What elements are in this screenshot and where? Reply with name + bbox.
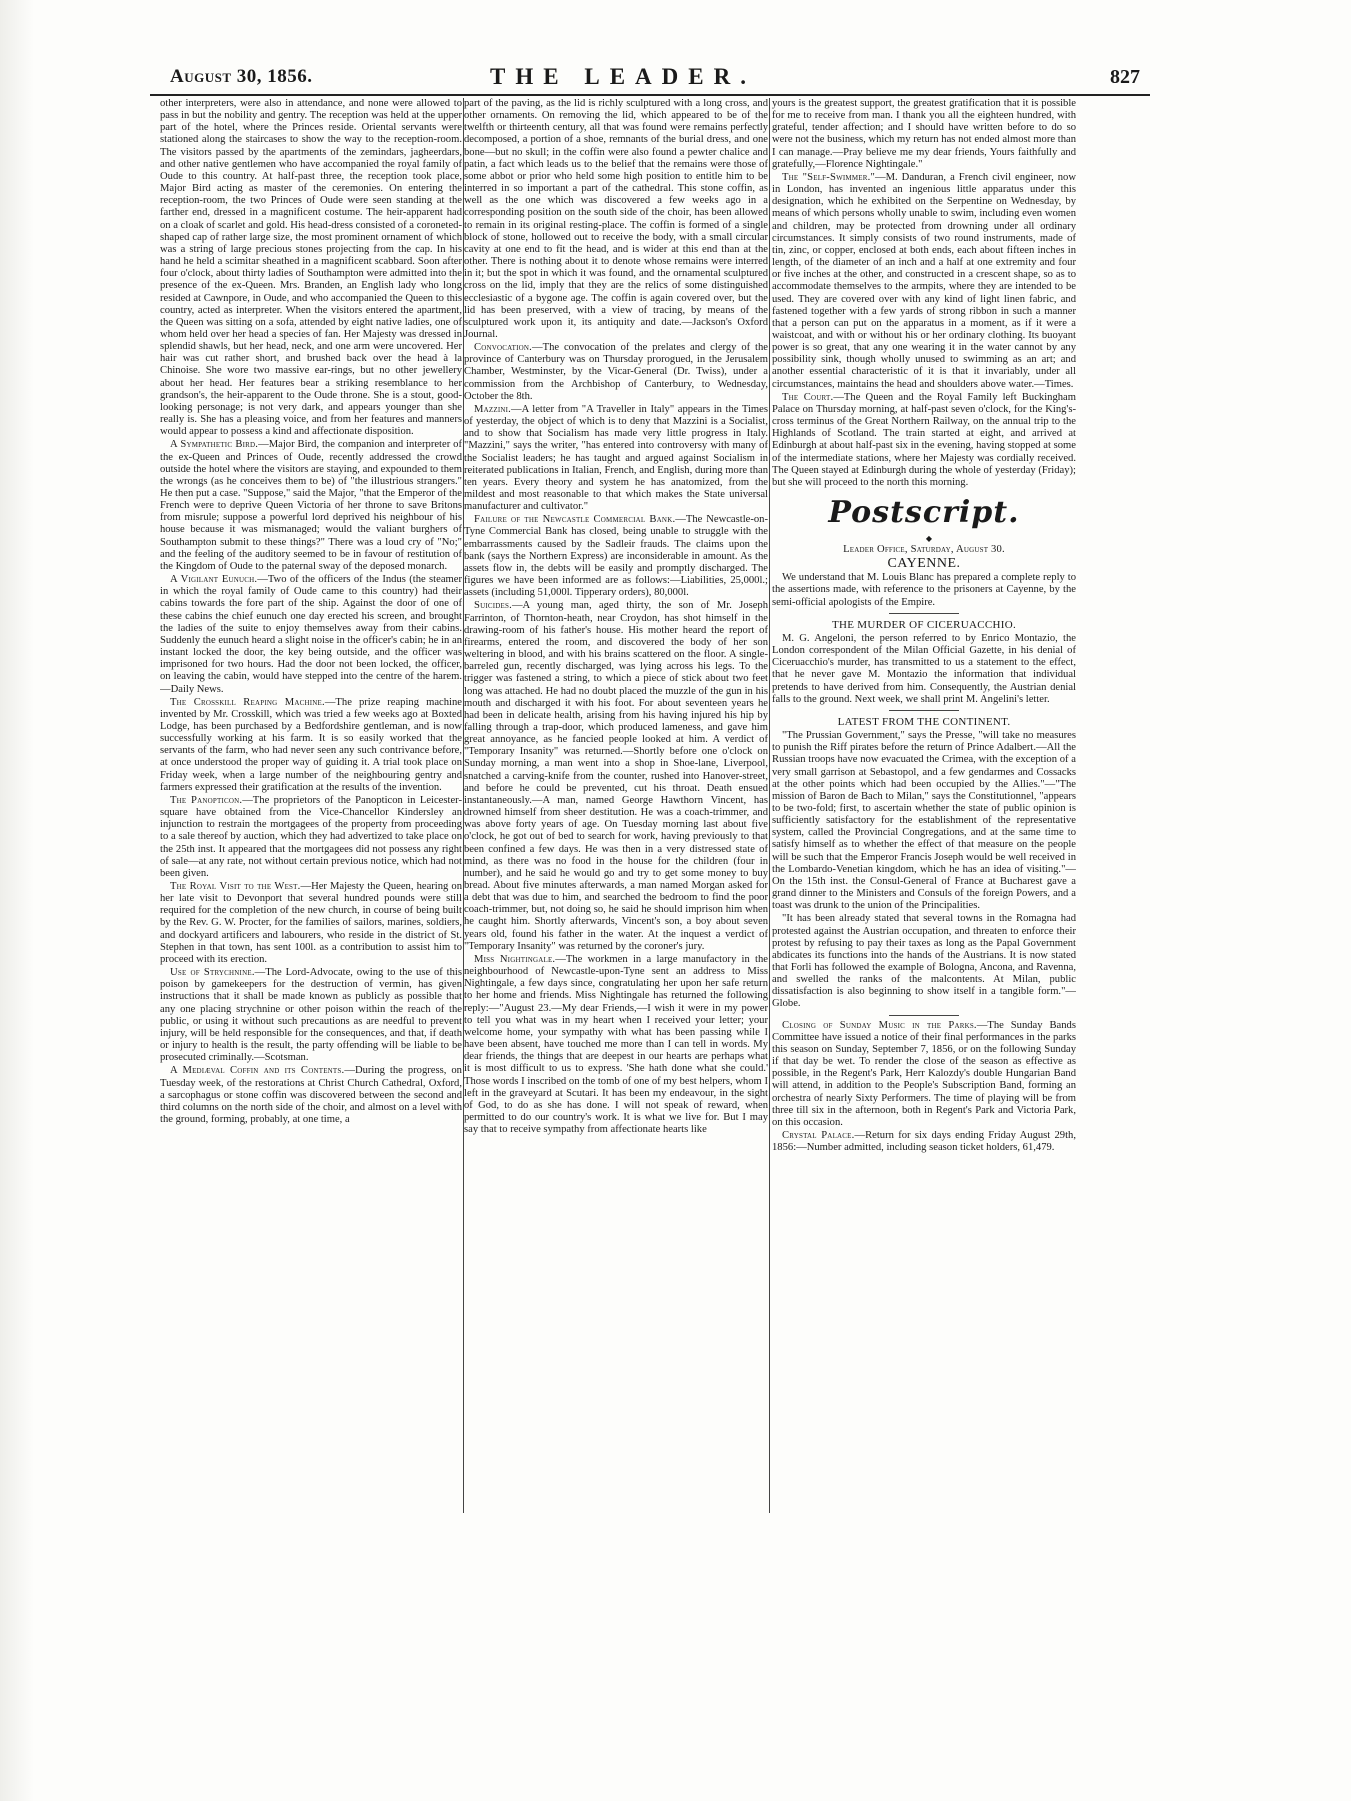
article-heading: The Royal Visit to the West. (170, 881, 301, 892)
column-3 (772, 98, 1076, 1513)
article-heading: Crystal Palace. (782, 1130, 855, 1142)
newspaper-title: THE LEADER. (490, 64, 756, 89)
article-heading: Suicides. (474, 600, 512, 612)
article-paragraph: We understand that M. Louis Blanc has prepared a complete reply to the assertions made, with reference to the prisoners at Cayenne, by the semi-official apologists of the Empire. (772, 572, 1076, 608)
article-heading: Mazzini. (474, 403, 511, 415)
article-body: —The convocation of the prelates and clergy of the province of Canterbury was on Thursday prorogued, in the Jerusalem Chamber, Westminster, by the Vicar-General (Dr. Twiss), under a commission from the Archbishop of Canterbury, to Wednesday, October the 8th. (464, 342, 768, 402)
article-paragraph (160, 439, 462, 573)
article-body: —Two of the officers of the Indus (the steamer in which the royal family of Oude came to this country) had their cabins towards the fore part of the ship. Against the door of one of these cabins the chief eunuch one day erected his screen, and brought the ladies of the suite to enjoy themselves away from their cabins. Suddenly the eunuch heard a slight noise in the officer's cabin; he in an instant locked the door, the key being outside, and the officer was imprisoned for two hours. Had the door not been locked, the officer, on leaving the cabin, would have stepped into the centre of the harem.—Daily News. (160, 574, 462, 695)
article-paragraph: part of the paving, as the lid is richly sculptured with a long cross, and other ornaments. On removing the lid, which appeared to be of the twelfth or thirteenth century, all that was found were remains perfectly decomposed, a portion of a shoe, remnants of the burial dress, and one bone—but no skull; in the coffin were also found a pewter chalice and patin, a fact which leads us to the belief that the remains were those of some abbot or prior who held some high position to entitle him to be interred in so important a part of the cathedral. This stone coffin, as well as the one which was discovered a few weeks ago in a corresponding position on the south side of the choir, has been allowed to remain in its original resting-place. The coffin is formed of a single block of stone, hollowed out to receive the body, with a small circular cavity at one end to fit the head, and is wider at this end than at the other. There is nothing about it to denote whose remains were interred in it; but the spot in which it was found, and the ornamental sculptured cross on the lid, imply that they are the relics of some distinguished ecclesiastic of a bygone age. The coffin is again covered over, but the lid has been preserved, with a view of tracing, by means of the sculptured work upon it, its antiquity and date.—Jackson's Oxford Journal. (464, 98, 768, 340)
article-heading: Use of Strychnine. (170, 967, 255, 979)
article-paragraph: M. G. Angeloni, the person referred to by Enrico Montazio, the London correspondent of the Milan Official Gazette, in his denial of Ciceruacchio's murder, has transmitted to us a statement to the effect, that he never gave M. Montazio the information that individual pretends to have derived from him. Consequently, the Austrian denial falls to the ground. Next week, we shall print M. Angelini's letter. (772, 632, 1076, 705)
article-paragraph (772, 392, 1076, 489)
article-paragraph (160, 697, 462, 794)
article-body: —A young man, aged thirty, the son of Mr. Joseph Farrinton, of Thornton-heath, near Croydon, has shot himself in the drawing-room of his father's house. His mother heard the report of firearms, entered the room, and discovered the body of her son weltering in blood, and with his brains scattered on the floor. A single-barreled gun, recently discharged, was lying across his legs. To the trigger was fastened a string, to which a piece of stick about two feet long was attached. He had no doubt placed the muzzle of the gun in his mouth and discharged it with his foot. For about seventeen years he had been in delicate health, arising from his having injured his hip by falling through a trap-door, which produced lameness, and gave him great annoyance, as he fancied people looked at him. A verdict of "Temporary Insanity" was returned.—Shortly before one o'clock on Sunday morning, a man went into a shop in Shoe-lane, Liverpool, snatched a carving-knife from the counter, rushed into Hanover-street, and before he could be prevented, cut his throat. Death ensued instantaneously.—A man, named George Hawthorn Vincent, has drowned himself from sheer destitution. He was a coach-trimmer, and was above forty years of age. On Tuesday morning last about five o'clock, he got out of bed to search for work, having previously to that been confined a few days. He was then in a very distressed state of mind, as there was no food in the house for the children (four in number), and he said he would go and try to get some money to buy bread. About five minutes afterwards, a man named Morgan asked for a debt that was due to him, and searched the bedroom to find the poor coach-trimmer, but, not doing so, he said he should imprison him when he caught him. Shortly afterwards, Vincent's son, a boy about seven years old, found his father in the water. At the inquest a verdict of "Temporary Insanity" was returned by the coroner's jury. (464, 600, 768, 952)
article-heading: A Sympathetic Bird. (170, 439, 259, 451)
issue-date: August 30, 1856. (170, 66, 313, 87)
article-paragraph (464, 514, 768, 599)
article-heading: The Crosskill Reaping Machine. (170, 696, 325, 708)
section-heading: LATEST FROM THE CONTINENT. (837, 715, 1011, 728)
column-rule-2 (769, 98, 770, 1513)
header-rule (150, 94, 1150, 96)
article-paragraph (160, 967, 462, 1064)
article-paragraph: other interpreters, were also in attendance, and none were allowed to pass in but the nobility and gentry. The reception was held at the upper part of the hotel, where the Princes reside. Oriental servants were stationed along the staircases to show the way to the reception-room. The visitors passed by the apartments of the zemindars, jagheerdars, and other native gentlemen who have accompanied the royal family of Oude to this country. At half-past three, the reception took place, Major Bird acting as master of the ceremonies. On entering the reception-room, the two Princes of Oude were seen standing at the farther end, dressed in a magnificent costume. The heir-apparent had on a cloak of scarlet and gold. His head-dress consisted of a coroneted-shaped cap of rather large size, the most prominent ornament of which was a string of large precious stones projecting from the cap. In his hand he held a scimitar sheathed in a magnificent scabbard. Soon after four o'clock, about thirty ladies of Southampton were admitted into the presence of the ex-Queen. Mrs. Branden, an English lady who long resided at Cawnpore, in Oude, and who accompanied the Queen to this country, acted as interpreter. When the visitors entered the apartment, the Queen was sitting on a sofa, attended by eight native ladies, one of whom held over her head a species of fan. Her Majesty was dressed in splendid shawls, but her head, neck, and one arm were uncovered. Her hair was cut rather short, and brushed back over the head à la Chinoise. She wore two massive ear-rings, but no other jewellery about her head. Her features bear a striking resemblance to her grandson's, the heir-apparent to the Oude throne. She is a stout, good-looking personage; is not very dark, and appears younger than she really is. She has a pleasing voice, and from her features and manners would appear to possess a kind and affectionate disposition. (160, 98, 462, 438)
ornament-divider: ◆ (925, 534, 933, 543)
article-heading: Closing of Sunday Music in the Parks. (782, 1019, 977, 1031)
postscript-heading: Postscript. (828, 495, 1020, 530)
article-paragraph: yours is the greatest support, the greatest gratification that it is possible for me to receive from man. I thank you all the eighteen hundred, with grateful, tender affection; and I should have written before to do so were not the business, which my return has not ended almost more than I can manage.—Pray believe me my dear friends, Yours faithfully and gratefully,—Florence Nightingale." (772, 98, 1076, 170)
article-body: —Major Bird, the companion and interpreter of the ex-Queen and Princes of Oude, recently addressed the crowd outside the hotel where the visitors are staying, and expounded to them the wrongs (as he conceives them to be) of "the illustrious strangers." He then put a case. "Suppose," said the Major, "that the Emperor of the French were to deprive Queen Victoria of her throne to save Britons from misrule; suppose a powerful lord deprived his neighbour of his house because it was mismanaged; would the valiant burghers of Southampton submit to these things?" There was a loud cry of "No;" and the feeling of the auditory seemed to be in favour of restitution of the Kingdom of Oude to the paternal sway of the deposed monarch. (160, 439, 462, 572)
article-body: —The Queen and the Royal Family left Buckingham Palace on Thursday morning, at half-past seven o'clock, for the King's-cross terminus of the Great Northern Railway, on the annual trip to the Highlands of Scotland. The train started at eight, and arrived at Edinburgh at about half-past six in the evening, having stopped at some of the intermediate stations, where her Majesty was cordially received. The Queen stayed at Edinburgh during the whole of yesterday (Friday); but she will proceed to the north this morning. (772, 391, 1076, 488)
article-paragraph (464, 954, 768, 1136)
article-paragraph (772, 172, 1076, 391)
article-body: —Her Majesty the Queen, hearing on her late visit to Devonport that several hundred pounds were still required for the completion of the new church, in course of being built by the Rev. G. W. Procter, for the families of sailors, marines, soldiers, and dockyard artificers and labourers, who reside in the district of St. Stephen in that town, has sent 100l. as a contribution to assist him to proceed with its erection. (160, 881, 462, 965)
article-heading: A Mediæval Coffin and its Contents. (170, 1065, 345, 1077)
page-edge-shadow (0, 0, 34, 1801)
article-body: —M. Danduran, a French civil engineer, now in London, has invented an ingenious little apparatus under this designation, which he exhibited on the Serpentine on Wednesday, by means of which persons wholly unable to swim, including even women and children, may be protected from drowning under all ordinary circumstances. It simply consists of two round instruments, made of tin, zinc, or copper, enclosed at both ends, each about fifteen inches in length, of the diameter of an inch and a half at one extremity and four or five inches at the other, and constructed in a crescent shape, so as to accommodate themselves to the armpits, where they are intended to be used. They are covered over with any kind of light linen fabric, and fastened together with a few yards of strong ribbon in such a manner that a person can put on the apparatus in a moment, as if it were a waistcoat, and with or without his or her ordinary clothing. Its buoyant power is so great, that any one wearing it in the water cannot by any possibility sink, though wholly unused to swimming as an art; and another essential characteristic of it is that it invariably, under all circumstances, maintains the head and shoulders above water.—Times. (772, 171, 1076, 390)
section-heading: CAYENNE. (887, 556, 961, 572)
article-heading: The Panopticon. (170, 794, 243, 806)
article-heading: Miss Nightingale. (474, 953, 556, 965)
article-paragraph (772, 1130, 1076, 1154)
article-paragraph (464, 600, 768, 953)
page-header (150, 64, 1150, 94)
article-paragraph (160, 1065, 462, 1126)
article-paragraph: "It has been already stated that several towns in the Romagna had protested against the Austrian occupation, and threaten to enforce their protest by refusing to pay their taxes as long as the Papal Government abdicates its functions into the hands of the Austrians. It is now stated that Forli has followed the example of Bologna, Ancona, and Ravenna, and swelled the ranks of the malcontents. At Milan, public dissatisfaction is also beginning to show itself in a tangible form."—Globe. (772, 913, 1076, 1010)
page-number: 827 (1110, 66, 1140, 88)
article-body: —The workmen in a large manufactory in the neighbourhood of Newcastle-upon-Tyne sent an address to Miss Nightingale, a few days since, congratulating her upon her safe return to her home and friends. Miss Nightingale has returned the following reply:—"August 23.—My dear Friends,—I wish it were in my power to tell you what was in my heart when I received your letter; your welcome home, your sympathy with what has been passing while I have been absent, have touched me more than I can tell in words. My dear friends, the things that are deepest in our hearts are perhaps what it is most difficult to us to express. 'She hath done what she could.' Those words I inscribed on the tomb of one of my best helpers, whom I left in the graveyard at Scutari. It has been my endeavour, in the sight of God, to do as she has done. I will not speak of reward, when permitted to do our country's work. It is what we live for. But I may say that to receive sympathy from affectionate hearts like (464, 953, 768, 1136)
article-paragraph (464, 342, 768, 403)
article-body: —The prize reaping machine invented by Mr. Crosskill, which was tried a few weeks ago at Boxted Lodge, has been purchased by a Bedfordshire gentleman, and is now successfully working at his farm. It is so easily worked that the servants of the farm, who had never seen any such contrivance before, at once understood the proper way of guiding it. A trial took place on Friday week, when a large number of the neighbouring gentry and farmers expressed their gratification at the results of the invention. (160, 696, 462, 793)
article-heading: The "Self-Swimmer." (782, 171, 875, 183)
article-paragraph (772, 1020, 1076, 1129)
section-divider (889, 710, 959, 711)
article-body: —During the progress, on Tuesday week, of the restorations at Christ Church Cathedral, Oxford, a sarcophagus or stone coffin was discovered between the second and third columns on the north side of the choir, and almost on a level with the ground, forming, probably, at one time, a (160, 1065, 462, 1125)
article-body: —The Newcastle-on-Tyne Commercial Bank has closed, being unable to struggle with the embarrassments caused by the Sadleir frauds. The claims upon the bank (says the Northern Express) are inconsiderable in amount. As the assets flow in, the debts will be easily and promptly discharged. The figures we have been informed are as follows:—Liabilities, 25,000l.; assets (including 51,000l. Tipperary orders), 80,000l. (464, 514, 768, 599)
article-paragraph (464, 404, 768, 513)
article-heading: Failure of the Newcastle Commercial Bank. (474, 514, 676, 526)
article-heading: Convocation. (474, 342, 533, 354)
article-body: —The Lord-Advocate, owing to the use of this poison by gamekeepers for the destruction of vermin, has given instructions that it shall be made known as publicly as possible that any one placing strychnine or other poison within the reach of the public, or using it without such precautions as are needful to prevent injury, will be held responsible for the consequences, and that, if death or injury to health is the result, the party offending will be liable to be prosecuted criminally.—Scotsman. (160, 967, 462, 1064)
article-paragraph: "The Prussian Government," says the Presse, "will take no measures to punish the Riff pirates before the return of Prince Adalbert.—All the Russian troops have now evacuated the Crimea, with the exception of a very small garrison at Sebastopol, and a few gendarmes and Cossacks at the other points which had been occupied by the Allies."—"The mission of Baron de Bach to Milan," says the Constitutionnel, "appears to be two-fold; first, to ascertain whether the state of public opinion is sufficiently satisfactory for the establishment of the representative system, called the Provincial Congregations, and at the same time to satisfy himself as to whether the effect of that measure on the people will be such that the Emperor Francis Joseph would be well received in the Lombardo-Venetian kingdom, which he has an idea of visiting."—On the 15th inst. the Consul-General of France at Bucharest gave a grand dinner to the Ministers and Consuls of the foreign Powers, and a toast was drunk to the union of the Principalities. (772, 730, 1076, 912)
article-body: —The proprietors of the Panopticon in Leicester-square have obtained from the Vice-Chancellor Kindersley an injunction to restrain the mortgagees of the property from proceeding to a sale thereof by auction, which they had advertized to take place on the 25th inst. It appeared that the mortgagees did not possess any right of sale—at any rate, not without certain previous notice, which had not been given. (160, 794, 462, 879)
article-paragraph (160, 795, 462, 880)
article-heading: The Court. (782, 391, 834, 403)
article-body: —A letter from "A Traveller in Italy" appears in the Times of yesterday, the object of which is to deny that Mazzini is a Socialist, and to show that Socialism has made very little progress in Italy. "Mazzini," says the writer, "has entered into controversy with many of the Socialist leaders; he has taught and argued against Socialism in reiterated publications in Italian, French, and English, during more than ten years. Every theory and system he has anatomized, from the mildest and most reasonable to that which makes the State universal manufacturer and cultivator." (464, 403, 768, 513)
article-heading: A Vigilant Eunuch. (170, 574, 258, 586)
article-paragraph (160, 881, 462, 966)
article-body: —The Sunday Bands Committee have issued a notice of their final performances in the parks this season on Sunday, September 7, 1856, or on the following Sunday if that day be wet. To render the close of the season as effective as possible, in the Regent's Park, Herr Kalozdy's double Hungarian Band will attend, in addition to the People's Subscription Band, forming an orchestra of nearly Sixty Performers. The time of playing will be from three till six in the afternoon, both in Regent's Park and Victoria Park, on this occasion. (772, 1019, 1076, 1128)
dateline: Leader Office, Saturday, August 30. (843, 544, 1005, 555)
section-divider (889, 1015, 959, 1016)
section-heading: THE MURDER OF CICERUACCHIO. (831, 618, 1017, 631)
column-1 (160, 98, 462, 1513)
article-paragraph (160, 574, 462, 696)
column-2 (464, 98, 768, 1513)
article-body: —Return for six days ending Friday August 29th, 1856:—Number admitted, including season ticket holders, 61,479. (772, 1130, 1076, 1154)
section-divider (889, 613, 959, 614)
